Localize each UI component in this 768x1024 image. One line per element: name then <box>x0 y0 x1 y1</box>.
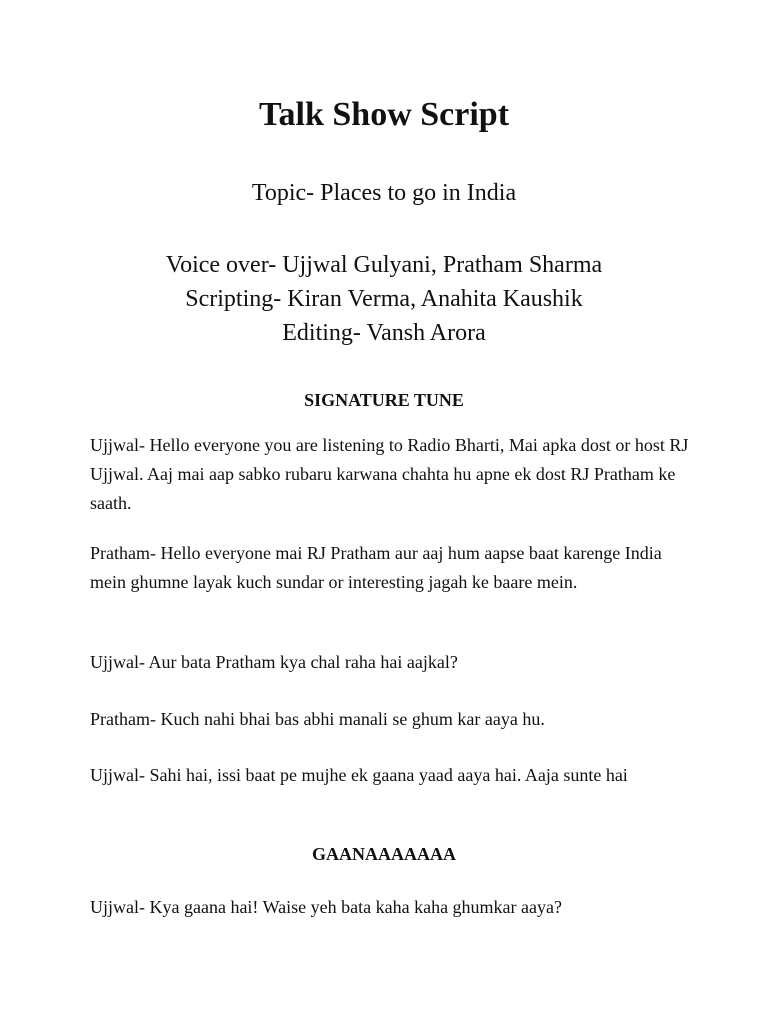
dialogue-ujjwal-song: Ujjwal- Sahi hai, issi baat pe mujhe ek gaana yaad aaya hai. Aaja sunte hai <box>90 765 628 785</box>
credits-block <box>0 248 768 350</box>
dialogue-pratham-reply: Pratham- Kuch nahi bhai bas abhi manali se ghum kar aaya hu. <box>90 709 545 729</box>
document-title: Talk Show Script <box>258 96 510 133</box>
heading-signature-tune: SIGNATURE TUNE <box>304 390 464 410</box>
dialogue-ujjwal-question: Ujjwal- Aur bata Pratham kya chal raha hai aajkal? <box>90 652 458 672</box>
dialogue-pratham-intro: Pratham- Hello everyone mai RJ Pratham aur aaj hum aapse baat karenge India mein ghumne layak kuch sundar or interesting jagah ke baare mein. <box>90 543 662 592</box>
credit-voice-over: Voice over- Ujjwal Gulyani, Pratham Sharma <box>165 252 603 278</box>
credit-editing: Editing- Vansh Arora <box>282 320 486 346</box>
dialogue-ujjwal-intro: Ujjwal- Hello everyone you are listening to Radio Bharti, Mai apka dost or host RJ Ujjwal. Aaj mai aap sabko rubaru karwana chahta hu apne ek dost RJ Pratham ke saath. <box>90 435 689 513</box>
topic-line: Topic- Places to go in India <box>251 180 517 206</box>
heading-song: GAANAAAAAAA <box>312 844 456 864</box>
credit-scripting: Scripting- Kiran Verma, Anahita Kaushik <box>185 286 583 312</box>
dialogue-ujjwal-followup: Ujjwal- Kya gaana hai! Waise yeh bata kaha kaha ghumkar aaya? <box>90 897 562 917</box>
